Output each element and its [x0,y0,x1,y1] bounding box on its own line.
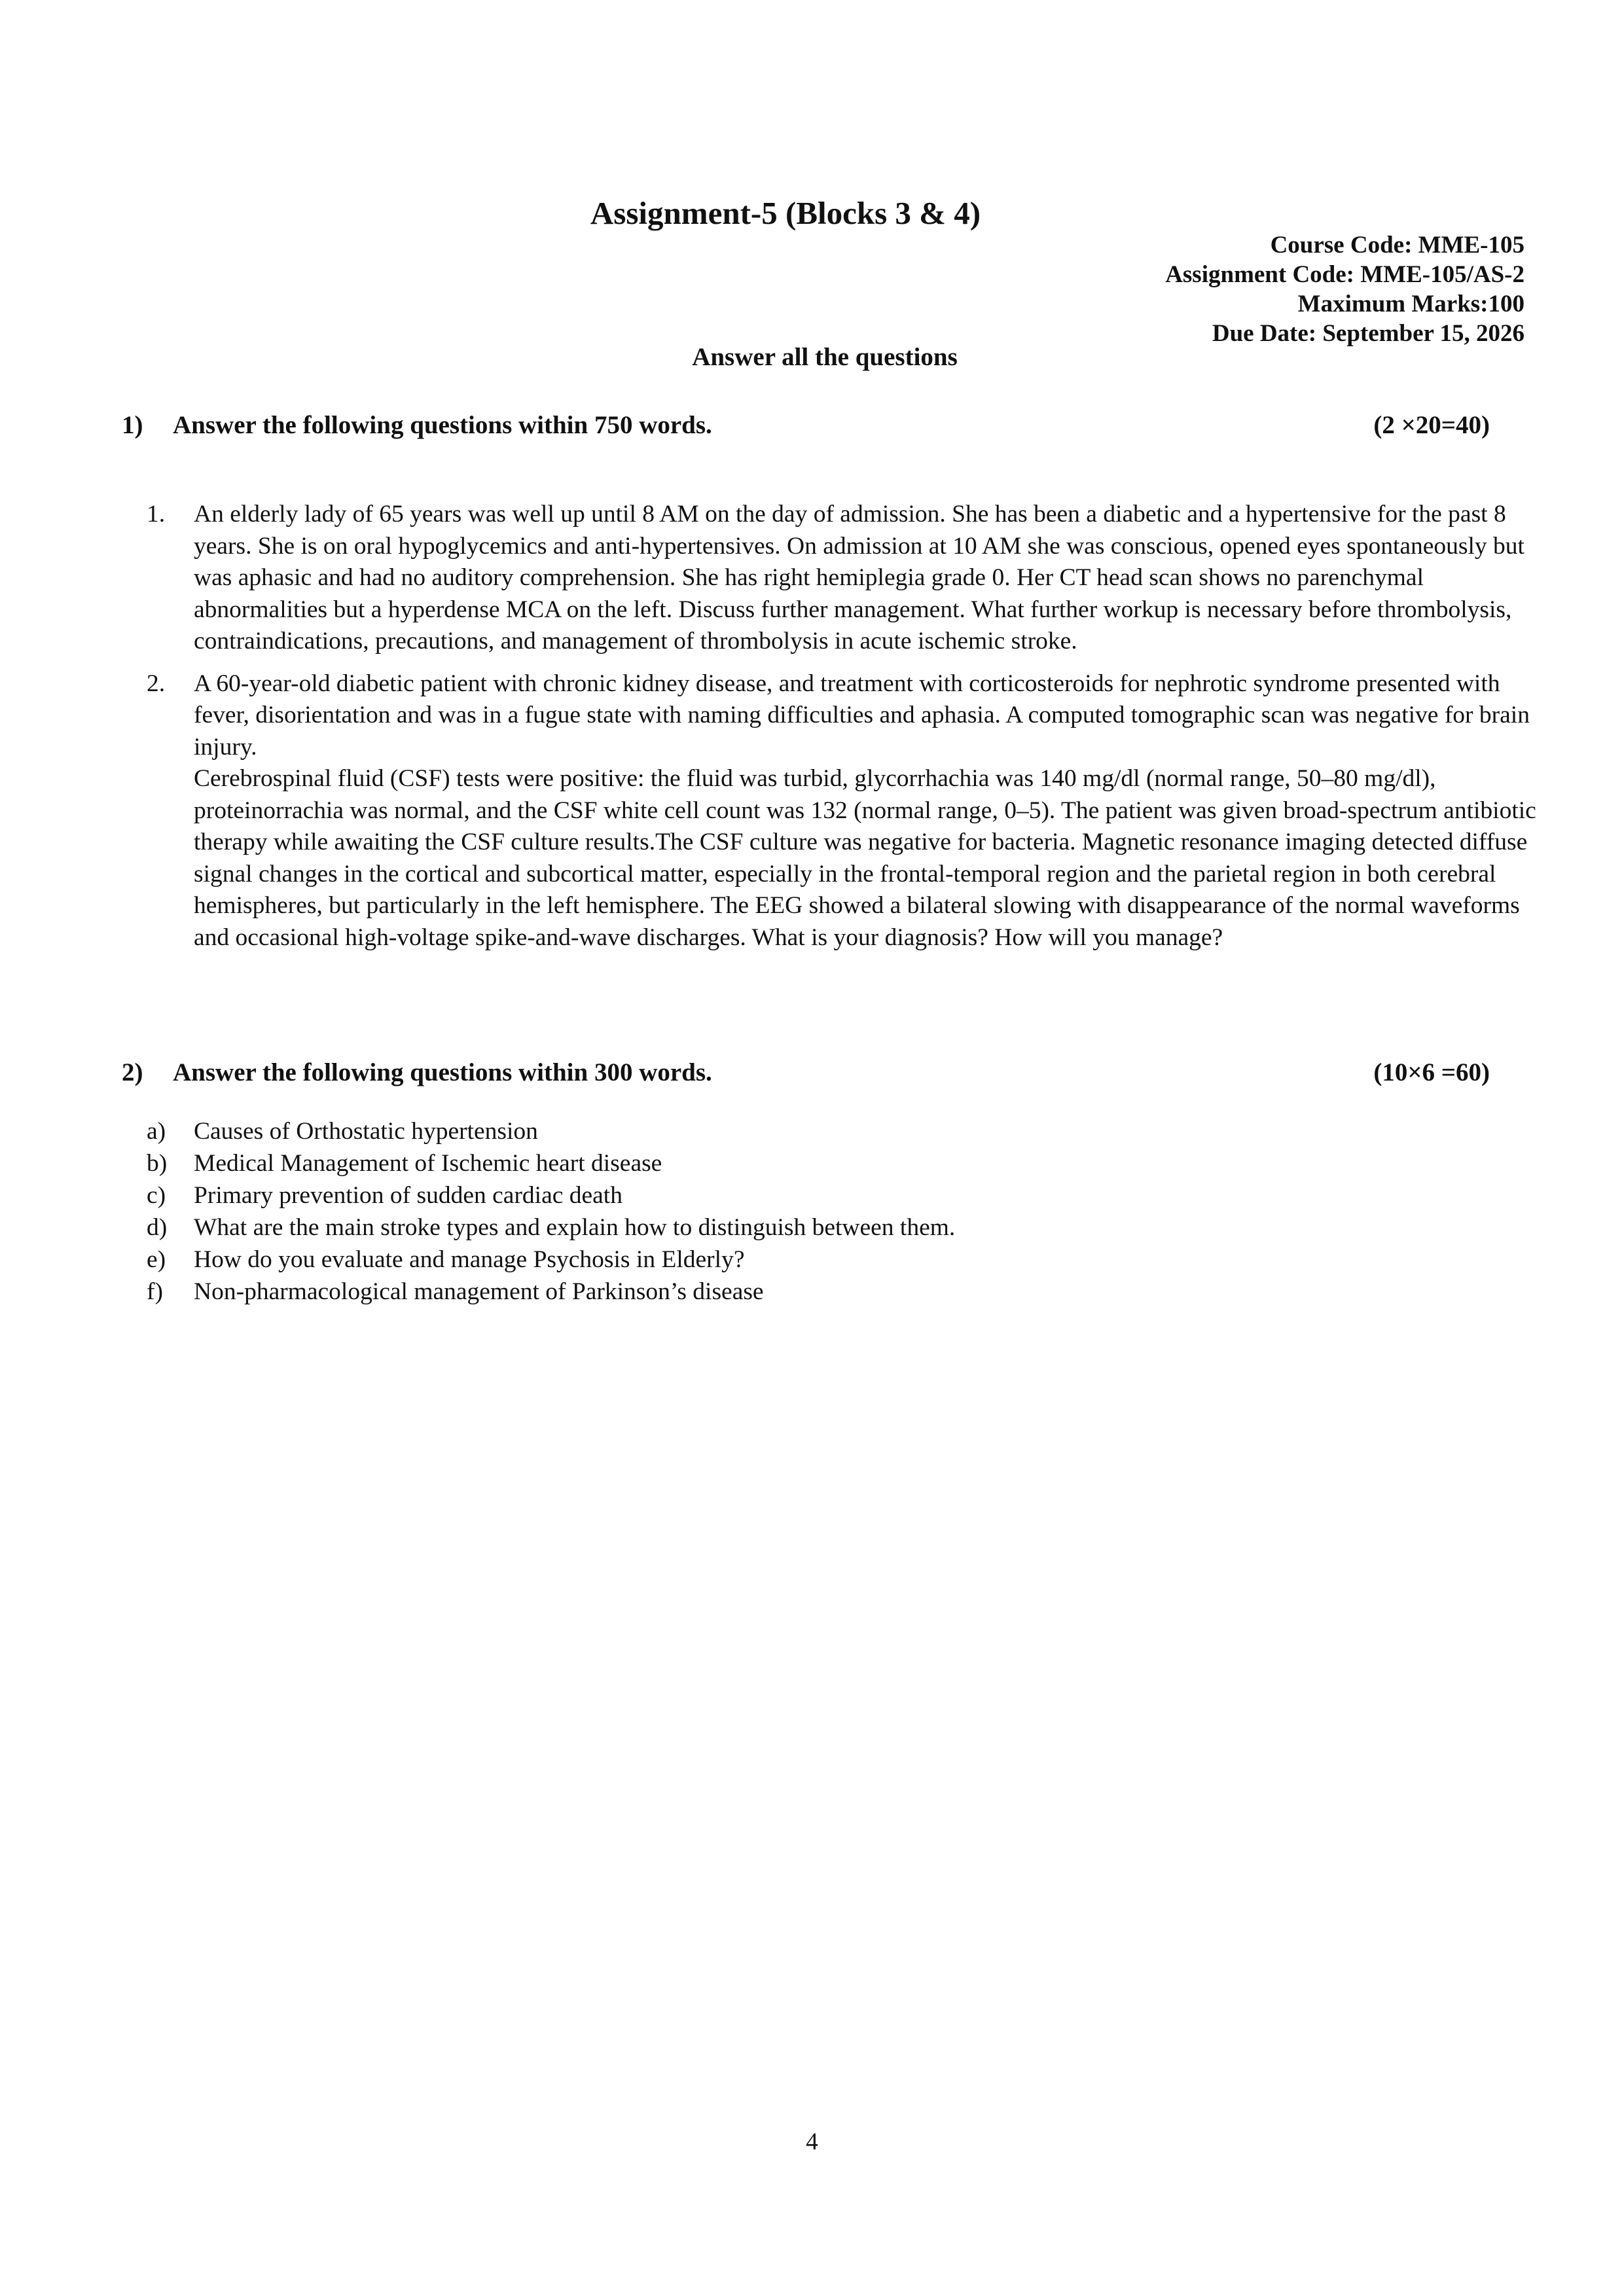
item-text: How do you evaluate and manage Psychosis in Elderly? [194,1246,745,1273]
question-item [131,668,1545,954]
question-body [194,499,1545,658]
question-item [131,499,1545,658]
instruction: Answer all the questions [692,343,958,371]
page-number: 4 [806,2128,818,2155]
list-item [131,1179,1545,1211]
item-marker: b) [147,1150,168,1177]
course-code: Course Code: MME-105 [1270,232,1525,259]
question-paragraph: An elderly lady of 65 years was well up until 8 AM on the day of admission. She has been a diabetic and a hypertensive for the past 8 years. She is on oral hypoglycemics and anti-hypertensives. On admission at 10 AM she was conscious, opened eyes spontaneously but was aphasic and had no auditory comprehension. She has right hemiplegia grade 0. Her CT head scan shows no parenchymal abnormalities but a hyperdense MCA on the left. Discuss further management. What further workup is necessary before thrombolysis, contraindications, precautions, and management of thrombolysis in acute ischemic stroke. [194,501,1525,655]
section-1-heading [122,410,1490,441]
assignment-meta [1165,230,1525,348]
section-marks: (10×6 =60) [1373,1058,1490,1086]
item-text: Medical Management of Ischemic heart disease [194,1150,662,1177]
due-date: Due Date: September 15, 2026 [1212,320,1525,347]
section-marks: (2 ×20=40) [1373,411,1490,439]
section-2-questions [131,1115,1545,1308]
list-item [131,1244,1545,1276]
list-item [131,1147,1545,1179]
question-body [194,668,1545,954]
question-paragraph: Cerebrospinal fluid (CSF) tests were positive: the fluid was turbid, glycorrhachia was 140 mg/dl (normal range, 50–80 mg/dl), proteinorrachia was normal, and the CSF white cell count was 132 (normal range, 0–5). The patient was given broad-spectrum antibiotic therapy while awaiting the CSF culture results.The CSF culture was negative for bacteria. Magnetic resonance imaging detected diffuse signal changes in the cortical and subcortical matter, especially in the frontal-temporal region and the parietal region in both cerebral hemispheres, but particularly in the left hemisphere. The EEG showed a bilateral slowing with disappearance of the normal waveforms and occasional high-voltage spike-and-wave discharges. What is your diagnosis? How will you manage? [194,765,1536,951]
maximum-marks: Maximum Marks:100 [1297,291,1525,317]
question-paragraph: A 60-year-old diabetic patient with chronic kidney disease, and treatment with corticosteroids for nephrotic syndrome presented with fever, disorientation and was in a fugue state with naming difficulties and aphasia. A computed tomographic scan was negative for brain injury. [194,670,1530,761]
question-marker: 1. [147,501,166,528]
section-2-heading [122,1057,1490,1088]
list-item [131,1276,1545,1308]
page-title: Assignment-5 (Blocks 3 & 4) [590,195,981,231]
item-text: Primary prevention of sudden cardiac death [194,1182,623,1209]
section-heading-text: Answer the following questions within 300 words. [173,1058,712,1086]
section-number: 2) [122,1058,143,1086]
item-marker: c) [147,1182,166,1209]
item-text: Causes of Orthostatic hypertension [194,1118,538,1145]
question-marker: 2. [147,670,166,697]
assignment-code: Assignment Code: MME-105/AS-2 [1165,261,1525,288]
item-marker: a) [147,1118,166,1145]
item-marker: f) [147,1278,163,1305]
item-text: Non-pharmacological management of Parkinson’s disease [194,1278,764,1305]
list-item [131,1115,1545,1147]
section-number: 1) [122,411,143,439]
item-marker: e) [147,1246,166,1273]
item-marker: d) [147,1214,168,1241]
list-item [131,1211,1545,1244]
section-1-questions [131,499,1545,964]
section-heading-text: Answer the following questions within 750 words. [173,411,712,439]
item-text: What are the main stroke types and explain how to distinguish between them. [194,1214,956,1241]
